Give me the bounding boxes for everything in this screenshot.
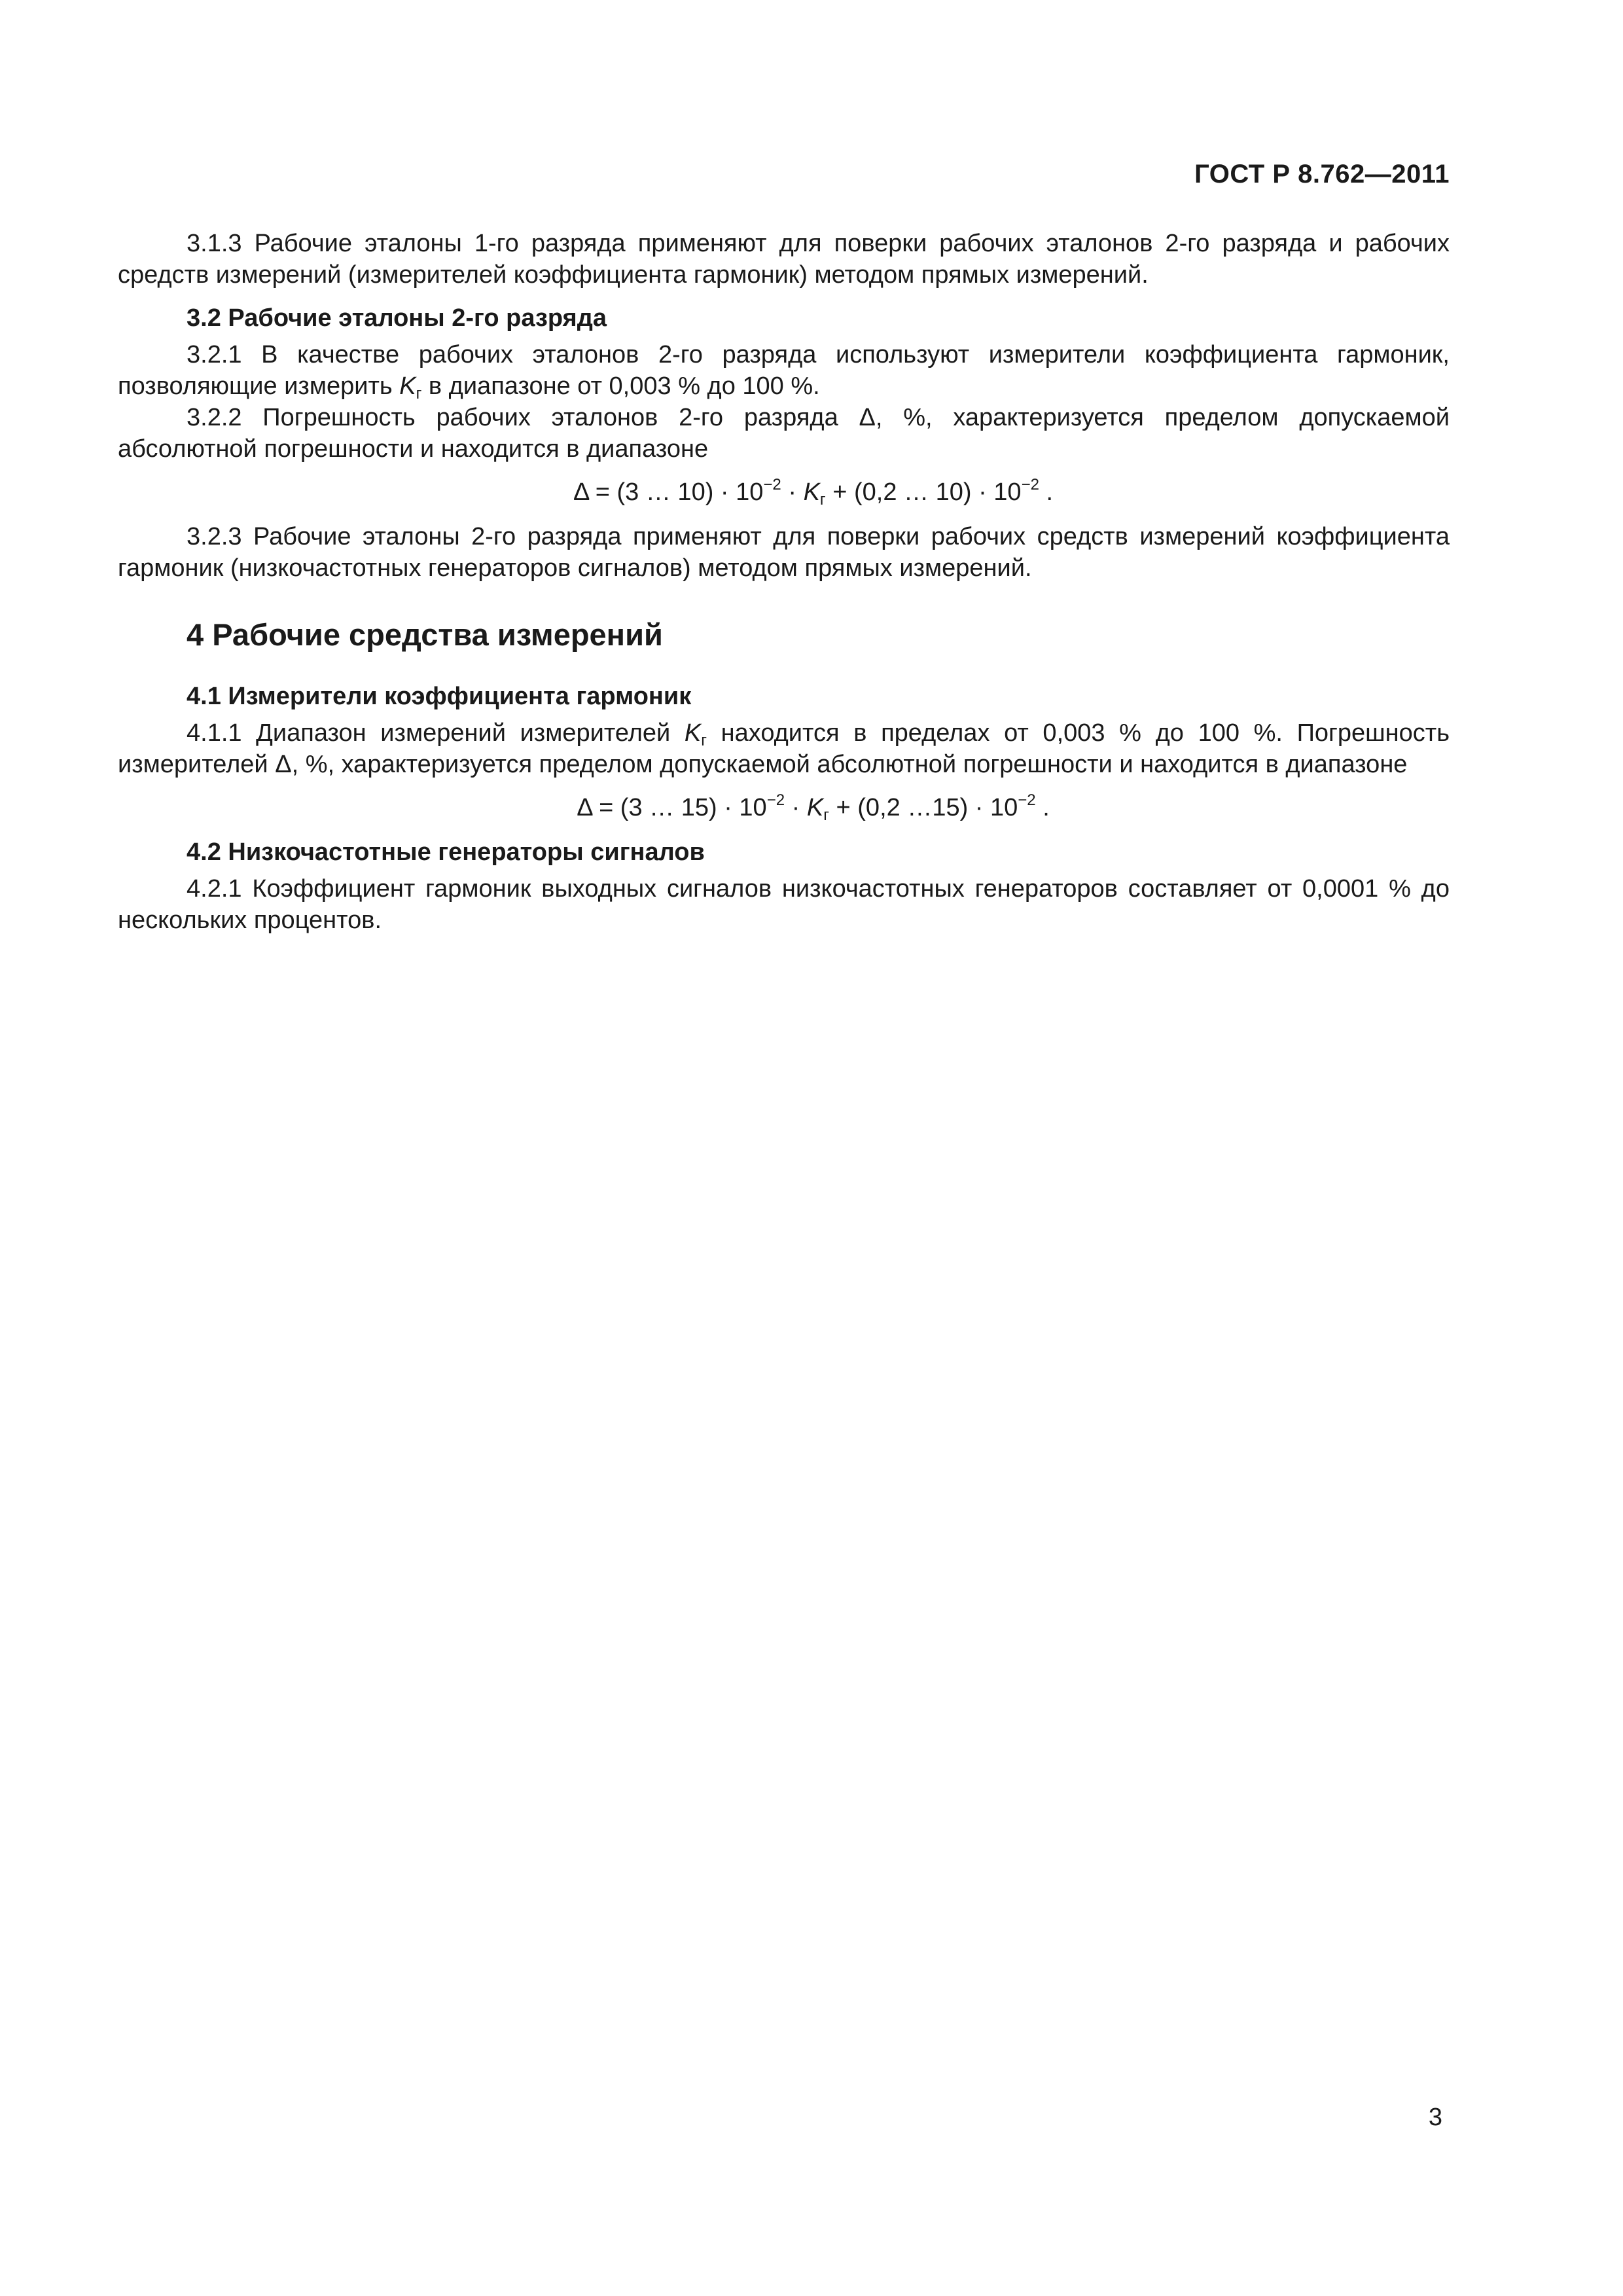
kg-symbol: K	[803, 478, 820, 506]
formula-4-1-1	[118, 792, 1450, 823]
paragraph-4-1-1-text-b: находится в пределах от 0,003 % до 100 %. Погрешность измерителей Δ, %, характеризуется пределом допускаемой абсолютной погрешности и находится в диапазоне	[118, 719, 1450, 778]
formula-part: + (0,2 …15) · 10	[829, 794, 1018, 821]
kg-subscript: г	[819, 491, 826, 509]
formula-exponent: −2	[763, 476, 781, 493]
formula-part: Δ = (3 … 10) · 10	[573, 478, 764, 506]
paragraph-3-1-3: 3.1.3 Рабочие эталоны 1-го разряда применяют для поверки рабочих эталонов 2-го разряда и рабочих средств измерений (измерителей коэффициента гармоник) методом прямых измерений.	[118, 230, 1450, 289]
subsection-heading-4-1: 4.1 Измерители коэффициента гармоник	[187, 683, 692, 710]
paragraph-3-2-3: 3.2.3 Рабочие эталоны 2-го разряда применяют для поверки рабочих средств измерений коэффициента гармоник (низкочастотных генераторов сигналов) методом прямых измерений.	[118, 523, 1450, 582]
formula-part: .	[1035, 794, 1050, 821]
formula-part: + (0,2 … 10) · 10	[825, 478, 1022, 506]
paragraph-4-1-1	[118, 717, 1450, 780]
paragraph-3-2-1-text-a: 3.2.1 В качестве рабочих эталонов 2-го разряда используют измерители коэффициента гармоник, позволяющие измерить	[118, 341, 1450, 400]
paragraph-3-2-2: 3.2.2 Погрешность рабочих эталонов 2-го разряда Δ, %, характеризуется пределом допускаемой абсолютной погрешности и находится в диапазоне	[118, 404, 1450, 463]
formula-exponent: −2	[766, 791, 785, 809]
kg-symbol: K	[399, 372, 416, 400]
paragraph-3-2-1-text-b: в диапазоне от 0,003 % до 100 %.	[421, 372, 820, 400]
subsection-heading-3-2: 3.2 Рабочие эталоны 2-го разряда	[187, 304, 607, 332]
formula-part: ·	[781, 478, 804, 506]
document-body	[118, 228, 1450, 936]
formula-exponent: −2	[1018, 791, 1036, 809]
kg-symbol: K	[806, 794, 824, 821]
kg-subscript: г	[416, 385, 422, 403]
kg-subscript: г	[823, 806, 829, 824]
formula-part: .	[1039, 478, 1054, 506]
formula-exponent: −2	[1021, 476, 1039, 493]
paragraph-4-1-1-text-a: 4.1.1 Диапазон измерений измерителей	[187, 719, 685, 747]
section-heading-4: 4 Рабочие средства измерений	[187, 617, 663, 652]
document-header-id: ГОСТ Р 8.762—2011	[1194, 160, 1450, 188]
formula-part: ·	[785, 794, 807, 821]
page-number: 3	[1428, 2104, 1442, 2131]
kg-subscript: г	[701, 732, 707, 749]
kg-symbol: K	[684, 719, 702, 747]
paragraph-4-2-1: 4.2.1 Коэффициент гармоник выходных сигналов низкочастотных генераторов составляет от 0,0001 % до нескольких процентов.	[118, 875, 1450, 934]
formula-3-2-2	[118, 476, 1450, 508]
formula-part: Δ = (3 … 15) · 10	[577, 794, 767, 821]
paragraph-3-2-1	[118, 339, 1450, 402]
subsection-heading-4-2: 4.2 Низкочастотные генераторы сигналов	[187, 838, 705, 866]
